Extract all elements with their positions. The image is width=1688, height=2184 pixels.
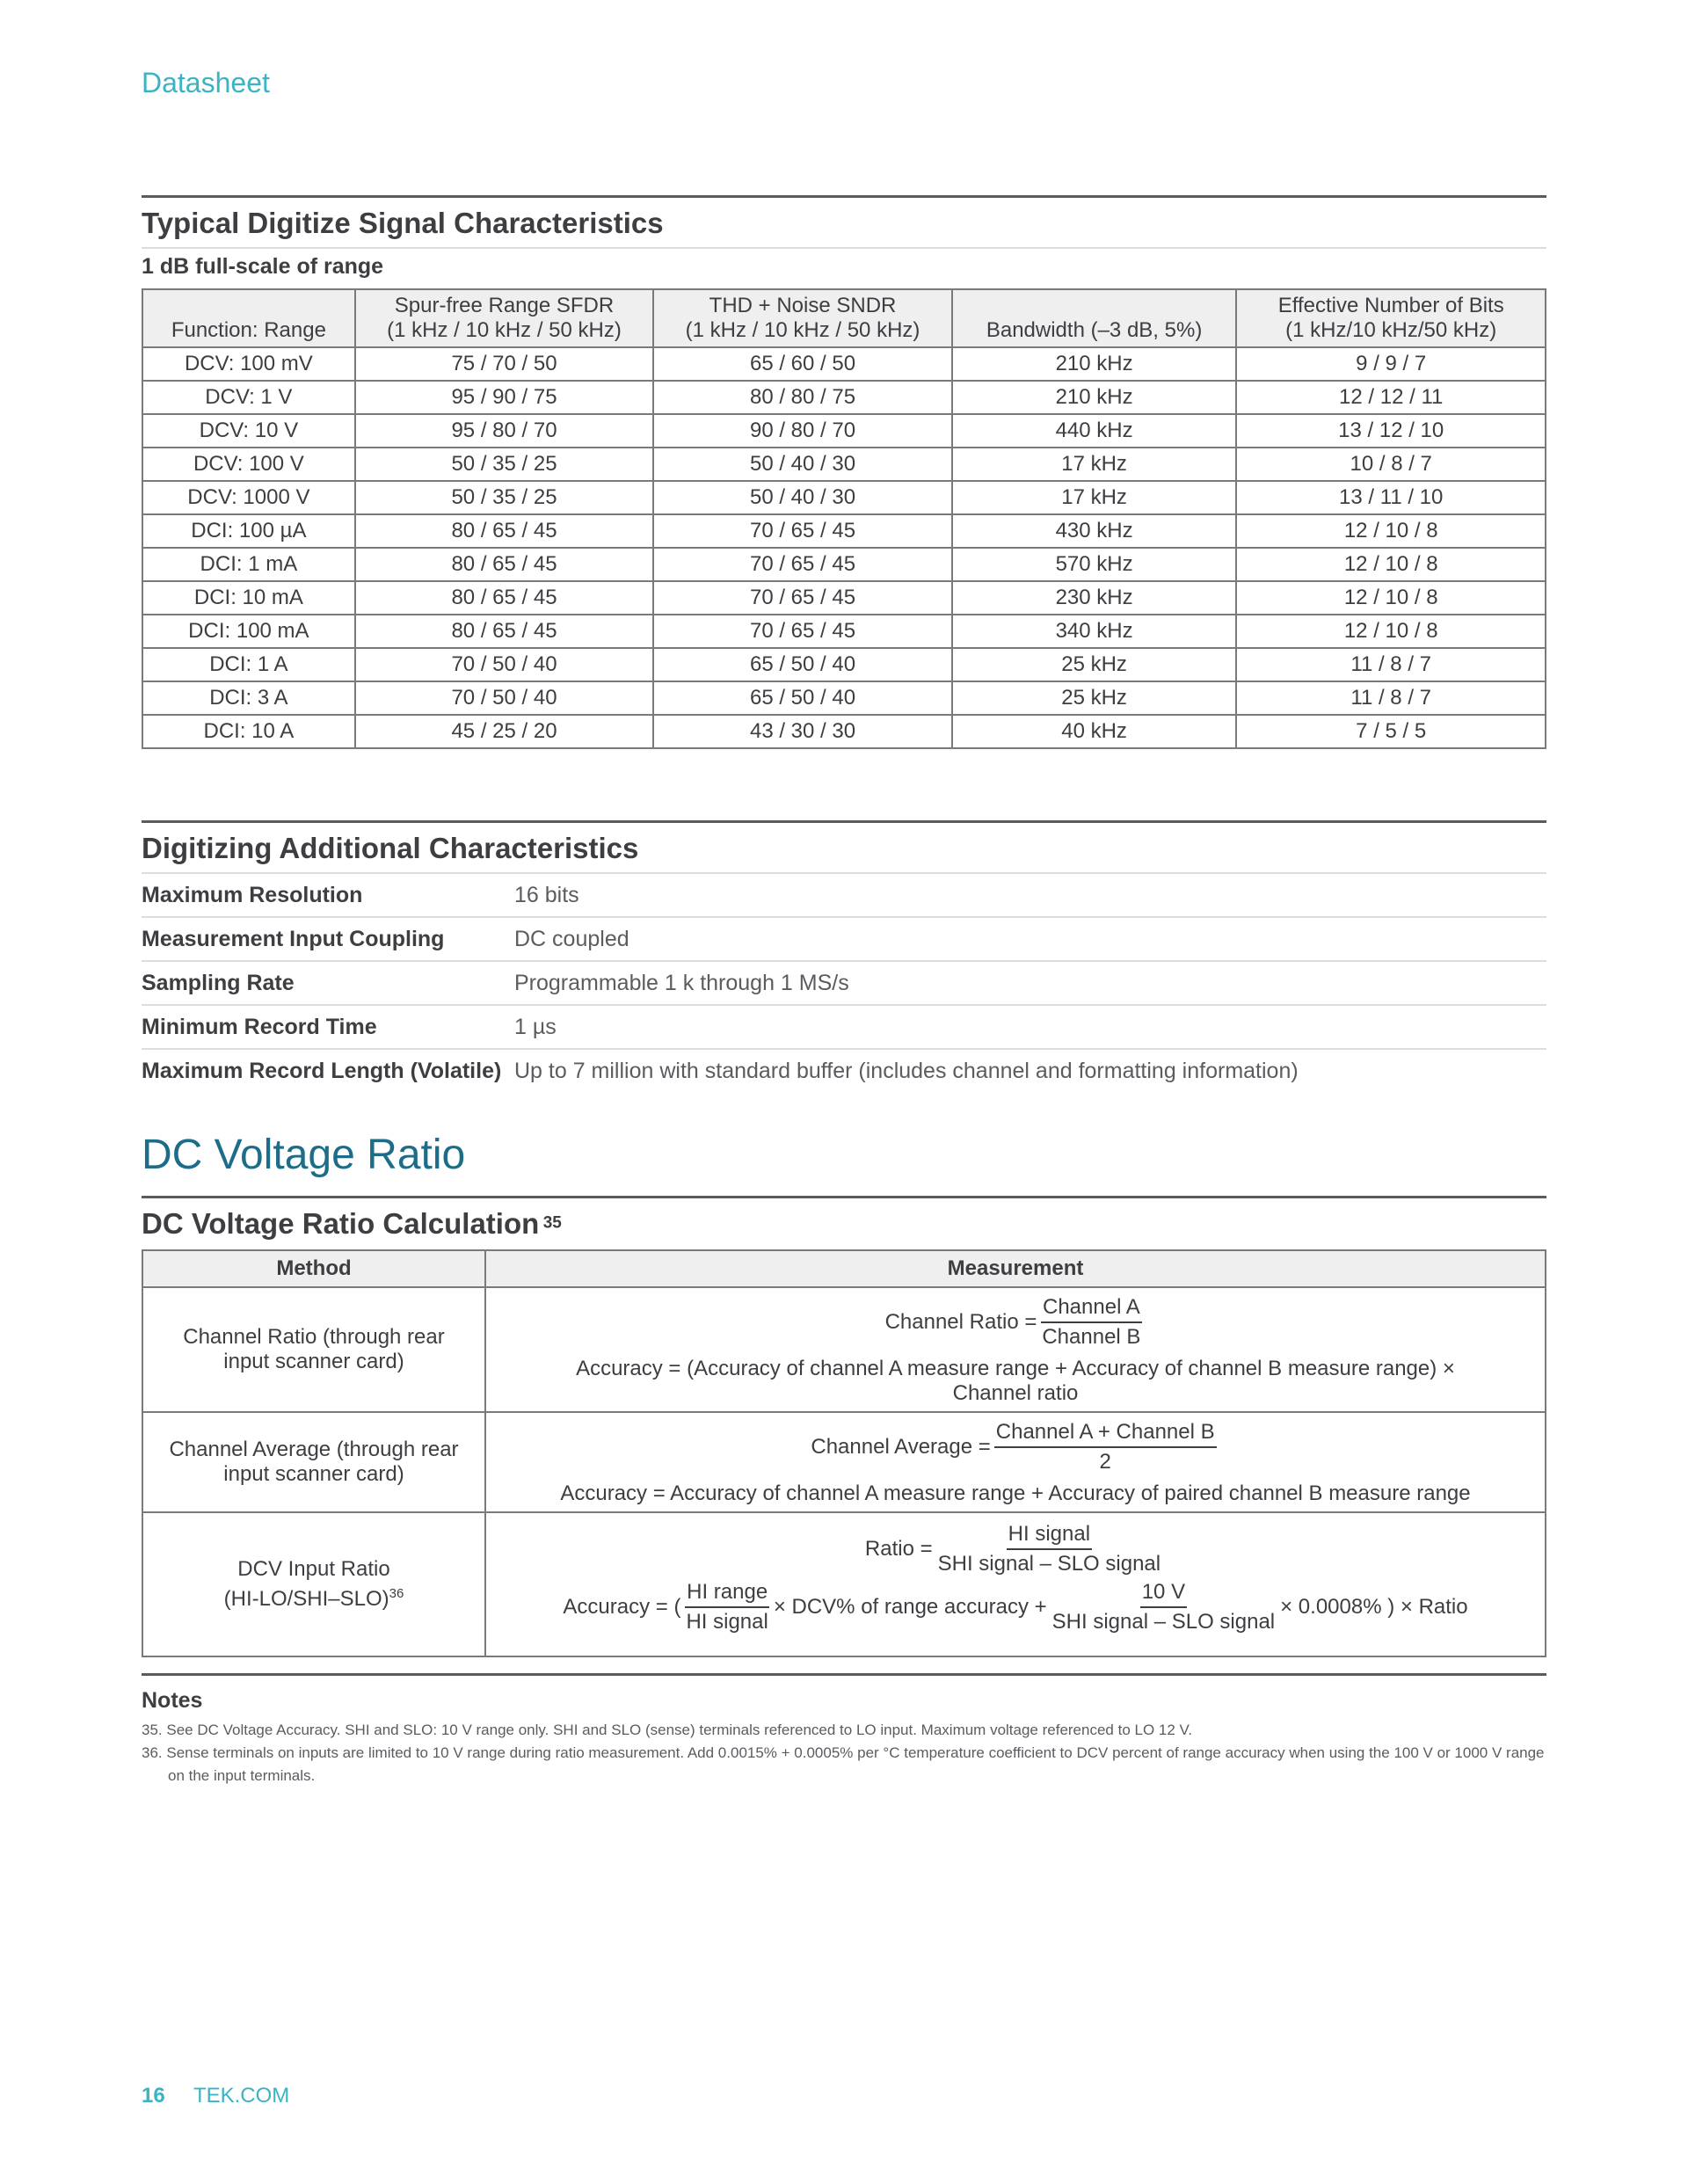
fraction: $\frac{\text{HI range}}{\text{HI signal}}$ — [686, 1580, 768, 1634]
cell-enob: 12 / 12 / 11 — [1236, 381, 1546, 414]
col-header-measurement: Measurement — [485, 1250, 1546, 1287]
cell-enob: 13 / 11 / 10 — [1236, 481, 1546, 514]
cell-function: DCV: 10 V — [142, 414, 355, 448]
spec-row — [142, 872, 1546, 916]
digitize-signal-section — [142, 195, 1546, 749]
cell-sfdr: 70 / 50 / 40 — [355, 681, 654, 715]
cell-sndr: 80 / 80 / 75 — [653, 381, 952, 414]
col-header-sndr: THD + Noise SNDR (1 kHz / 10 kHz / 50 kHz) — [653, 289, 952, 347]
cell-bandwidth: 440 kHz — [952, 414, 1237, 448]
cell-enob: 10 / 8 / 7 — [1236, 448, 1546, 481]
cell-sfdr: 50 / 35 / 25 — [355, 448, 654, 481]
table-row — [142, 514, 1546, 548]
fraction: $\frac{\text{Channel A + Channel B}}{2}$ — [995, 1420, 1215, 1474]
cell-sfdr: 75 / 70 / 50 — [355, 347, 654, 381]
cell-sndr: 90 / 80 / 70 — [653, 414, 952, 448]
cell-function: DCI: 10 A — [142, 715, 355, 748]
cell-sndr: 50 / 40 / 30 — [653, 481, 952, 514]
site-link[interactable]: TEK.COM — [193, 2084, 290, 2108]
table-row — [142, 715, 1546, 748]
formula: Channel Ratio = $\frac{\text{Channel A}}{\text{Channel B}}$ — [487, 1293, 1544, 1351]
cell-function: DCI: 10 mA — [142, 581, 355, 615]
table-row — [142, 1287, 1546, 1412]
cell-sndr: 70 / 65 / 45 — [653, 581, 952, 615]
spec-value: DC coupled — [514, 926, 629, 951]
cell-enob: 9 / 9 / 7 — [1236, 347, 1546, 381]
spec-label: Maximum Resolution — [142, 882, 363, 907]
dc-voltage-ratio-section — [142, 1131, 1546, 1179]
cell-function: DCV: 100 mV — [142, 347, 355, 381]
note-item: 36. Sense terminals on inputs are limited to 10 V range during ratio measurement. Add 0.0015% + 0.0005% per °C temperature coefficient to DCV percent of range accuracy when using the 100 V or 1000 V range on the input terminals. — [142, 1744, 1545, 1784]
notes-section — [142, 1673, 1546, 1787]
cell-enob: 11 / 8 / 7 — [1236, 681, 1546, 715]
cell-sndr: 65 / 60 / 50 — [653, 347, 952, 381]
cell-function: DCV: 100 V — [142, 448, 355, 481]
cell-bandwidth: 570 kHz — [952, 548, 1237, 581]
table-row — [142, 548, 1546, 581]
cell-method: Channel Ratio (through rear input scanner card) — [142, 1287, 485, 1412]
footnote-ref: 35 — [542, 1213, 562, 1233]
spec-value: 16 bits — [514, 882, 579, 907]
cell-sfdr: 80 / 65 / 45 — [355, 581, 654, 615]
table-row — [142, 481, 1546, 514]
spec-label: Minimum Record Time — [142, 1014, 377, 1039]
cell-sfdr: 45 / 25 / 20 — [355, 715, 654, 748]
cell-sndr: 43 / 30 / 30 — [653, 715, 952, 748]
spec-row — [142, 916, 1546, 960]
cell-enob: 12 / 10 / 8 — [1236, 615, 1546, 648]
cell-sfdr: 80 / 65 / 45 — [355, 615, 654, 648]
table-row — [142, 681, 1546, 715]
table-title: DC Voltage Ratio Calculation — [142, 1207, 540, 1240]
cell-function: DCI: 100 mA — [142, 615, 355, 648]
formula: Ratio = $\frac{\text{HI signal}}{\text{SHI signal – SLO signal}}$ — [487, 1520, 1544, 1578]
spec-label: Measurement Input Coupling — [142, 926, 445, 951]
cell-method: DCV Input Ratio $(HI-LO/SHI-SLO)^{36}$ — [142, 1512, 485, 1656]
cell-bandwidth: 25 kHz — [952, 681, 1237, 715]
cell-bandwidth: 340 kHz — [952, 615, 1237, 648]
spec-label: Maximum Record Length (Volatile) — [142, 1058, 502, 1083]
fraction: $\frac{10 V}{\text{SHI signal – SLO signal}}$ — [1051, 1580, 1276, 1634]
cell-enob: 13 / 12 / 10 — [1236, 414, 1546, 448]
col-header-function-range: Function: Range — [142, 289, 355, 347]
brand-header: Datasheet — [142, 67, 270, 98]
table-row — [142, 347, 1546, 381]
col-header-method: Method — [142, 1250, 485, 1287]
note-item: 35. See DC Voltage Accuracy. SHI and SLO: 10 V range only. SHI and SLO (sense) terminals referenced to LO input. Maximum voltage referenced to LO 12 V. — [142, 1722, 1193, 1738]
spec-row — [142, 960, 1546, 1004]
section-title: Typical Digitize Signal Characteristics — [142, 207, 664, 239]
cell-function: DCI: 1 A — [142, 648, 355, 681]
col-header-enob: Effective Number of Bits (1 kHz/10 kHz/50 kHz) — [1236, 289, 1546, 347]
cell-enob: 12 / 10 / 8 — [1236, 514, 1546, 548]
table-row — [142, 414, 1546, 448]
cell-sfdr: 95 / 80 / 70 — [355, 414, 654, 448]
spec-value: 1 µs — [514, 1014, 557, 1039]
cell-sfdr: 80 / 65 / 45 — [355, 548, 654, 581]
cell-sndr: 50 / 40 / 30 — [653, 448, 952, 481]
table-row — [142, 448, 1546, 481]
cell-bandwidth: 210 kHz — [952, 347, 1237, 381]
page-footer — [142, 2084, 289, 2108]
table-row — [142, 1512, 1546, 1656]
cell-sndr: 70 / 65 / 45 — [653, 548, 952, 581]
cell-sfdr: 80 / 65 / 45 — [355, 514, 654, 548]
table-header-row — [142, 1250, 1546, 1287]
cell-measurement — [485, 1287, 1546, 1412]
section-title: Digitizing Additional Characteristics — [142, 832, 639, 864]
cell-function: DCI: 1 mA — [142, 548, 355, 581]
cell-bandwidth: 430 kHz — [952, 514, 1237, 548]
table-row — [142, 581, 1546, 615]
table-header-row — [142, 289, 1546, 347]
cell-sfdr: 50 / 35 / 25 — [355, 481, 654, 514]
page-number: 16 — [142, 2084, 165, 2108]
cell-function: DCI: 100 µA — [142, 514, 355, 548]
cell-enob: 11 / 8 / 7 — [1236, 648, 1546, 681]
col-header-sfdr: Spur-free Range SFDR (1 kHz / 10 kHz / 50 kHz) — [355, 289, 654, 347]
cell-bandwidth: 210 kHz — [952, 381, 1237, 414]
cell-function: DCI: 3 A — [142, 681, 355, 715]
table-subtitle: 1 dB full-scale of range — [142, 254, 384, 279]
spec-label: Sampling Rate — [142, 970, 295, 995]
formula: Channel Average = $\frac{\text{Channel A + Channel B}}{2}$ — [487, 1418, 1544, 1476]
dc-ratio-table — [142, 1249, 1546, 1657]
cell-bandwidth: 40 kHz — [952, 715, 1237, 748]
cell-bandwidth: 17 kHz — [952, 448, 1237, 481]
cell-bandwidth: 25 kHz — [952, 648, 1237, 681]
accuracy-text: Accuracy = (Accuracy of channel A measure range + Accuracy of channel B measure range) × Channel ratio — [576, 1357, 1455, 1405]
table-row — [142, 1412, 1546, 1512]
table-row — [142, 615, 1546, 648]
cell-sndr: 70 / 65 / 45 — [653, 514, 952, 548]
cell-enob: 7 / 5 / 5 — [1236, 715, 1546, 748]
spec-value: Programmable 1 k through 1 MS/s — [514, 970, 849, 995]
digitize-signal-table — [142, 288, 1546, 749]
cell-bandwidth: 230 kHz — [952, 581, 1237, 615]
cell-measurement — [485, 1512, 1546, 1656]
cell-method: Channel Average (through rear input scanner card) — [142, 1412, 485, 1512]
dc-voltage-ratio-calc — [142, 1196, 1546, 1657]
cell-sfdr: 95 / 90 / 75 — [355, 381, 654, 414]
spec-value: Up to 7 million with standard buffer (includes channel and formatting information) — [514, 1058, 1299, 1083]
cell-function: DCV: 1000 V — [142, 481, 355, 514]
cell-enob: 12 / 10 / 8 — [1236, 548, 1546, 581]
spec-row — [142, 1048, 1546, 1092]
accuracy-text: Accuracy = Accuracy of channel A measure range + Accuracy of paired channel B measure range — [560, 1481, 1471, 1505]
table-row — [142, 648, 1546, 681]
cell-enob: 12 / 10 / 8 — [1236, 581, 1546, 615]
spec-row — [142, 1004, 1546, 1048]
section-heading: DC Voltage Ratio — [142, 1132, 466, 1178]
col-header-bandwidth: Bandwidth (–3 dB, 5%) — [952, 289, 1237, 347]
cell-function: DCV: 1 V — [142, 381, 355, 414]
fraction: $\frac{\text{Channel A}}{\text{Channel B}}$ — [1042, 1295, 1141, 1349]
digitizing-additional-section — [142, 820, 1546, 1092]
cell-sndr: 70 / 65 / 45 — [653, 615, 952, 648]
cell-sndr: 65 / 50 / 40 — [653, 681, 952, 715]
cell-measurement — [485, 1412, 1546, 1512]
notes-title: Notes — [142, 1688, 203, 1713]
cell-sndr: 65 / 50 / 40 — [653, 648, 952, 681]
footnote-ref: 36 — [389, 1586, 404, 1601]
cell-bandwidth: 17 kHz — [952, 481, 1237, 514]
accuracy-formula: Accuracy = ( $\frac{\text{HI range}}{\text{HI signal}}$ × DCV% of range accuracy + $\frac{10 V}{\text{SHI signal – SLO signal}}$ × 0.0008% ) × Ratio — [487, 1578, 1544, 1636]
cell-sfdr: 70 / 50 / 40 — [355, 648, 654, 681]
fraction: $\frac{\text{HI signal}}{\text{SHI signal – SLO signal}}$ — [937, 1522, 1161, 1576]
table-row — [142, 381, 1546, 414]
